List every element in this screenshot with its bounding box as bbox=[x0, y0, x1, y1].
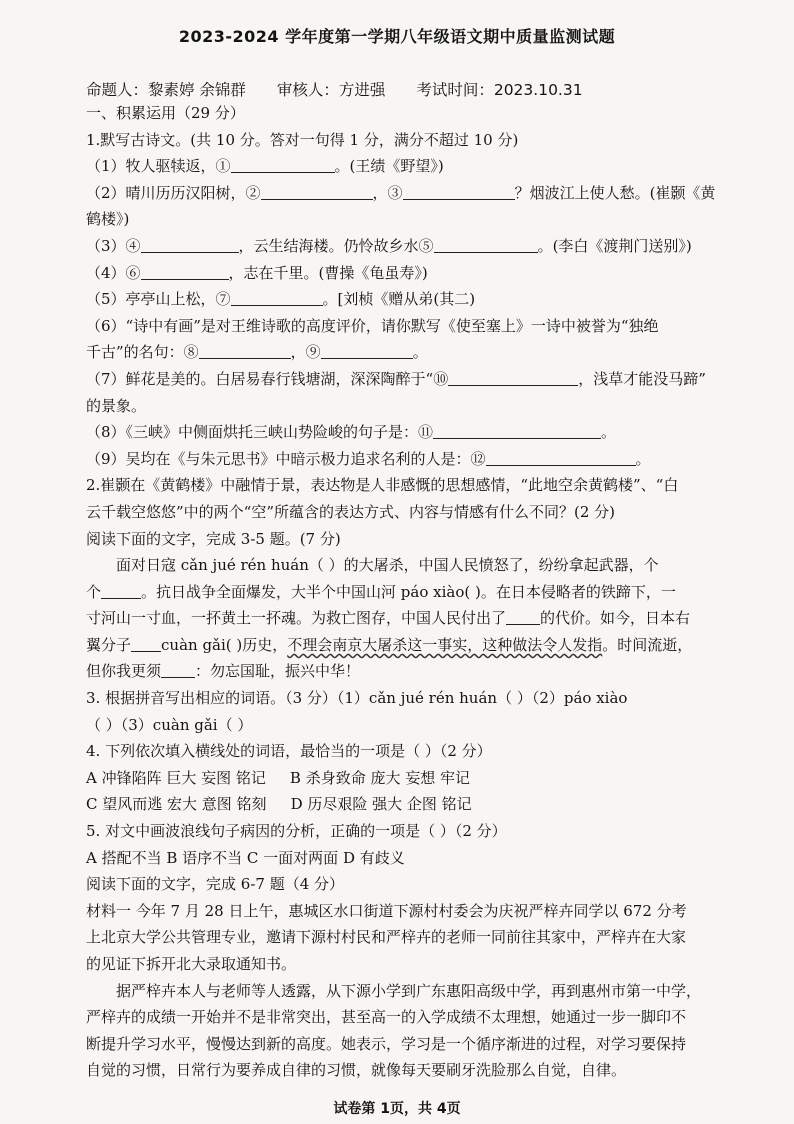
answer-blank-7[interactable] bbox=[231, 289, 323, 306]
reading1-line-5: 但你我更须 ：勿忘国耻，振兴中华！ bbox=[86, 662, 361, 681]
reading1-line-4: 翼分子 cuàn gǎi( )历史，不理会南京大屠杀这一事实，这种做法令人发指。时间流逝， bbox=[86, 635, 693, 654]
q1-item-2: （2）晴川历历汉阳树，② ，③ ？烟波江上使人愁。(崔颢《黄 bbox=[86, 183, 716, 202]
wavy-sentence: 不理会南京大屠杀这一事实，这种做法令人发指 bbox=[287, 635, 603, 654]
exam-content bbox=[86, 100, 716, 1084]
answer-blank-8[interactable] bbox=[199, 342, 291, 359]
reading2-intro: 阅读下面的文字，完成 6-7 题（4 分） bbox=[86, 875, 345, 894]
reading1-line-1: 面对日寇 cǎn jué rén huán（ ）的大屠杀，中国人民愤怒了，纷纷拿起武器，个 bbox=[116, 556, 659, 575]
reviewer: 审核人：方进强 bbox=[276, 81, 386, 99]
answer-blank-12[interactable] bbox=[486, 449, 636, 466]
exam-time: 考试时间：2023.10.31 bbox=[416, 81, 583, 99]
q4-option-c[interactable]: C 望风而逃 宏大 意图 铭刻 bbox=[86, 795, 267, 814]
exam-title: 2023-2024 学年度第一学期八年级语文期中质量监测试题 bbox=[178, 27, 616, 46]
q1-item-6: （6）“诗中有画”是对王维诗歌的高度评价，请你默写《使至塞上》一诗中被誉为“独绝 bbox=[86, 316, 659, 335]
answer-blank-10[interactable] bbox=[448, 369, 578, 386]
q2-line-2: 云千载空悠悠”中的两个“空”所蕴含的表达方式、内容与情感有什么不同？(2 分) bbox=[86, 502, 616, 521]
material1-line-1: 材料一 今年 7 月 28 日上午，惠城区水口街道下源村村委会为庆祝严梓卉同学以 672 分考 bbox=[86, 901, 687, 920]
answer-blank-6[interactable] bbox=[141, 263, 229, 280]
answer-blank-5[interactable] bbox=[434, 236, 538, 253]
material1-para-line-2: 严梓卉的成绩一开始并不是非常突出，甚至高一的入学成绩不太理想，她通过一步一脚印不 bbox=[86, 1008, 687, 1027]
reading1-intro: 阅读下面的文字，完成 3-5 题。(7 分) bbox=[86, 529, 341, 548]
material1-para-line-4: 自觉的习惯，日常行为要养成自律的习惯，就像每天要刷牙洗脸那么自觉，自律。 bbox=[86, 1061, 627, 1080]
q4-options-cd bbox=[86, 791, 706, 818]
answer-blank-3[interactable] bbox=[403, 183, 515, 200]
material1-line-3: 的见证下拆开北大录取通知书。 bbox=[86, 955, 297, 973]
q1-item-7: （7）鲜花是美的。白居易春行钱塘湖，深深陶醉于“⑩ ，浅草才能没马蹄” bbox=[86, 369, 706, 388]
q4-stem: 4. 下列依次填入横线处的词语，最恰当的一项是（ ）（2 分） bbox=[86, 742, 492, 761]
word-blank-1[interactable] bbox=[101, 582, 141, 599]
q1-item-6-cont: 千古”的名句：⑧ ，⑨ 。 bbox=[86, 343, 428, 362]
q1-item-4: （4）⑥ ，志在千里。(曹操《龟虽寿》) bbox=[86, 263, 428, 282]
q4-option-d[interactable]: D 历尽艰险 强大 企图 铭记 bbox=[290, 795, 472, 814]
q4-options-ab bbox=[86, 765, 706, 792]
q1-item-2-cont: 鹤楼》) bbox=[86, 210, 130, 229]
q1-item-3: （3）④ ，云生结海楼。仍怜故乡水⑤ 。(李白《渡荆门送别》) bbox=[86, 236, 692, 255]
material1-line-2: 上北京大学公共管理专业，邀请下源村村民和严梓卉的老师一同前往其家中，严梓卉在大家 bbox=[86, 928, 687, 947]
q1-item-9: （9）吴均在《与朱元思书》中暗示极力追求名利的人是：⑫ 。 bbox=[86, 449, 651, 468]
q5-options[interactable]: A 搭配不当 B 语序不当 C 一面对两面 D 有歧义 bbox=[86, 848, 405, 867]
q4-option-a[interactable]: A 冲锋陷阵 巨大 妄图 铭记 bbox=[86, 768, 266, 787]
word-blank-2[interactable] bbox=[506, 608, 540, 625]
q1-item-1: （1）牧人驱犊返，① 。(王绩《野望》) bbox=[86, 157, 444, 176]
q1-item-7-cont: 的景象。 bbox=[86, 396, 147, 415]
q2-line-1: 2.崔颢在《黄鹤楼》中融情于景，表达物是人非感慨的思想感情，“此地空余黄鹤楼”、“白 bbox=[86, 476, 679, 495]
q1-item-5: （5）亭亭山上松，⑦ 。[刘桢《赠从弟(其二) bbox=[86, 290, 476, 309]
answer-blank-2[interactable] bbox=[261, 183, 373, 200]
word-blank-3[interactable] bbox=[131, 635, 161, 652]
exam-meta bbox=[86, 78, 726, 100]
answer-blank-4[interactable] bbox=[141, 236, 239, 253]
answer-blank-9[interactable] bbox=[321, 342, 413, 359]
setters: 命题人：黎素婷 余锦群 bbox=[86, 81, 246, 99]
material1-para-line-3: 断提升学习水平，慢慢达到新的高度。她表示，学习是一个循序渐进的过程，对学习要保持 bbox=[86, 1034, 687, 1053]
word-blank-4[interactable] bbox=[161, 661, 195, 678]
reading1-line-2: 个 。抗日战争全面爆发，大半个中国山河 páo xiào( )。在日本侵略者的铁蹄下，一 bbox=[86, 582, 676, 601]
page-number: 试卷第 1页，共 4页 bbox=[333, 1101, 461, 1117]
q3-line-2: （ ）（3）cuàn gǎi（ ） bbox=[86, 715, 253, 734]
q5-stem: 5. 对文中画波浪线句子病因的分析，正确的一项是（ ）（2 分） bbox=[86, 822, 507, 841]
q1-heading: 1.默写古诗文。(共 10 分。答对一句得 1 分，满分不超过 10 分) bbox=[86, 130, 519, 149]
answer-blank-1[interactable] bbox=[231, 156, 335, 173]
q3-line-1: 3. 根据拼音写出相应的词语。（3 分）（1）cǎn jué rén huán（ ）（2）páo xiào bbox=[86, 689, 628, 708]
section-heading: 一、积累运用（29 分） bbox=[86, 104, 245, 122]
answer-blank-11[interactable] bbox=[433, 422, 601, 439]
q4-option-b[interactable]: B 杀身致命 庞大 妄想 牢记 bbox=[289, 768, 471, 787]
q1-item-8: （8）《三峡》中侧面烘托三峡山势险峻的句子是：⑪ 。 bbox=[86, 423, 617, 442]
reading1-line-3: 寸河山一寸血，一抔黄土一抔魂。为救亡图存，中国人民付出了 的代价。如今，日本右 bbox=[86, 609, 691, 628]
material1-para-line-1: 据严梓卉本人与老师等人透露，从下源小学到广东惠阳高级中学，再到惠州市第一中学， bbox=[116, 981, 702, 1000]
